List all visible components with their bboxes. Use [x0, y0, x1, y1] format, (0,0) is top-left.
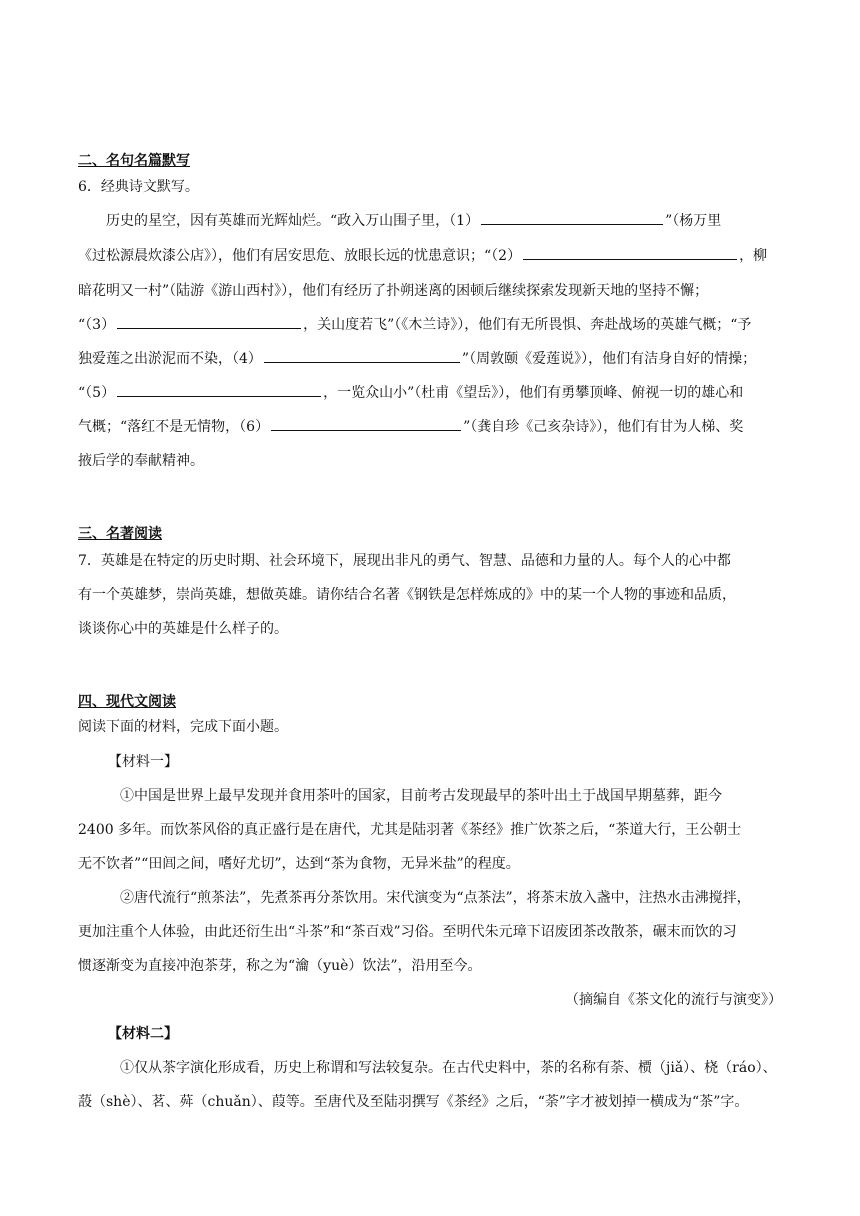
passage-text: “（3） [78, 317, 116, 333]
passage-line-4 [78, 316, 782, 334]
passage-line-2 [78, 247, 782, 265]
material-2-line-1: ①仅从茶字演化形成看，历史上称谓和写法较复杂。在古代史料中，茶的名称有荼、槚（jiǎ）、桡（ráo）、 [120, 1060, 777, 1076]
material-1-line-6: 惯逐渐变为直接冲泡茶芽，称之为“瀹（yuè）饮法”，沿用至今。 [78, 958, 482, 974]
section-heading-2: 二、名句名篇默写 [78, 153, 190, 169]
passage-text: ”（龚自珍《己亥杂诗》），他们有甘为人梯、奖 [463, 419, 744, 435]
passage-line-8: 掖后学的奉献精神。 [78, 453, 204, 469]
passage-text: ，一览众山小”（杜甫《望岳》），他们有勇攀顶峰、俯视一切的雄心和 [323, 385, 744, 401]
passage-line-5 [78, 350, 782, 368]
material-1-source: （摘编自《茶文化的流行与演变》） [565, 992, 782, 1008]
fill-blank-1[interactable] [481, 223, 663, 225]
passage-text: ，柳 [739, 248, 768, 264]
question-7-line-2: 有一个英雄梦，崇尚英雄，想做英雄。请你结合名著《钢铁是怎样炼成的》中的某一个人物的事迹和品质， [78, 587, 736, 603]
question-7-line-3: 谈谈你心中的英雄是什么样子的。 [78, 621, 288, 637]
passage-text: ”（周敦颐《爱莲说》），他们有洁身自好的情操； [461, 351, 757, 367]
passage-text: “（5） [78, 385, 116, 401]
passage-line-6 [78, 384, 782, 402]
material-1-label: 【材料一】 [108, 754, 178, 770]
passage-text: ，关山度若飞”（《木兰诗》），他们有无所畏惧、奔赴战场的英雄气概；“予 [303, 317, 752, 333]
section-heading-3: 三、名著阅读 [78, 526, 162, 542]
passage-text: 气概；“落红不是无情物，（6） [78, 419, 270, 435]
material-1-line-1: ①中国是世界上最早发现并食用茶叶的国家，目前考古发现最早的茶叶出土于战国早期墓葬，距今 [120, 788, 722, 804]
passage-text: 独爱莲之出淤泥而不染，（4） [78, 351, 262, 367]
material-2-label: 【材料二】 [108, 1026, 178, 1042]
passage-line-1 [78, 212, 782, 230]
question-6-title: 6．经典诗文默写。 [78, 179, 199, 195]
fill-blank-3[interactable] [117, 327, 301, 329]
reading-intro: 阅读下面的材料，完成下面小题。 [78, 719, 288, 735]
passage-text: ”（杨万里 [665, 213, 722, 229]
fill-blank-5[interactable] [117, 395, 321, 397]
material-1-line-4: ②唐代流行“煎茶法”，先煮茶再分茶饮用。宋代演变为“点茶法”，将茶末放入盏中，注热水击沸搅拌， [120, 890, 751, 906]
section-heading-4: 四、现代文阅读 [78, 694, 176, 710]
passage-text: 历史的星空，因有英雄而光辉灿烂。“政入万山围子里，（1） [106, 213, 480, 229]
fill-blank-4[interactable] [264, 361, 460, 363]
fill-blank-6[interactable] [271, 429, 461, 431]
material-1-line-2: 2400 多年。而饮茶风俗的真正盛行是在唐代，尤其是陆羽著《茶经》推广饮茶之后，“茶道大行，王公朝士 [78, 822, 742, 838]
material-2-line-2: 蔎（shè）、茗、荈（chuǎn）、葭等。至唐代及至陆羽撰写《茶经》之后，“荼”字才被划掉一横成为“茶”字。 [78, 1094, 749, 1110]
passage-line-7 [78, 418, 782, 436]
passage-text: 《过松源晨炊漆公店》），他们有居安思危、放眼长远的忧患意识；“（2） [78, 248, 522, 264]
question-7-line-1: 7．英雄是在特定的历史时期、社会环境下，展现出非凡的勇气、智慧、品德和力量的人。每个人的心中都 [78, 553, 731, 569]
fill-blank-2[interactable] [523, 258, 737, 260]
material-1-line-3: 无不饮者”“田闾之间，嗜好尤切”，达到“茶为食物，无异米盐”的程度。 [78, 856, 520, 872]
passage-line-3: 暗花明又一村”（陆游《游山西村》），他们有经历了扑朔迷离的困顿后继续探索发现新天地的坚持不懈； [78, 283, 709, 299]
material-1-line-5: 更加注重个人体验，由此还衍生出“斗茶”和“茶百戏”习俗。至明代朱元璋下诏废团茶改散茶，碾末而饮的习 [78, 924, 737, 940]
